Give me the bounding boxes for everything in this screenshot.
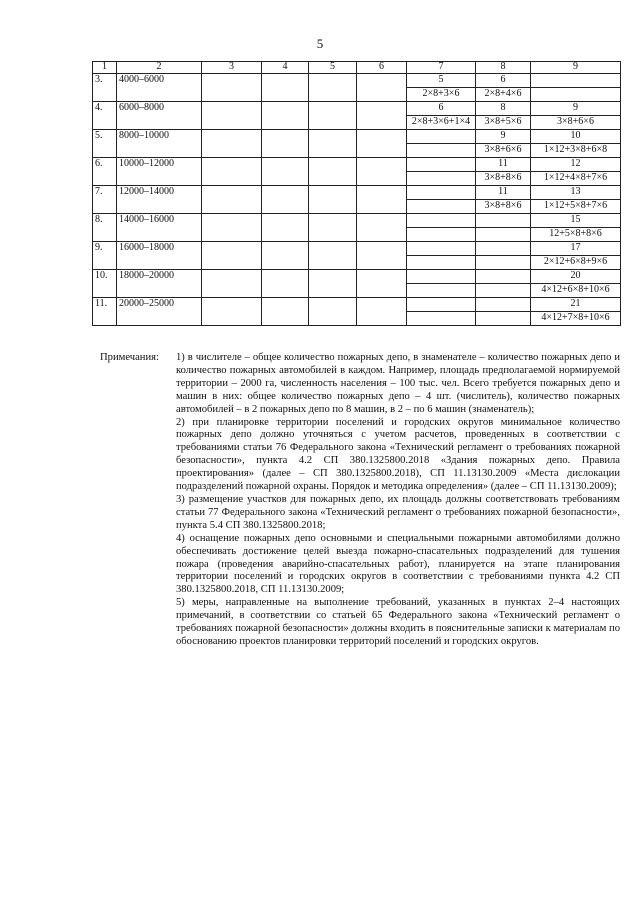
empty-cell xyxy=(357,102,407,130)
empty-cell xyxy=(309,214,357,242)
numerator-cell: 11 xyxy=(476,158,531,172)
numerator-cell xyxy=(531,74,621,88)
note-4: 4) оснащение пожарных депо основными и специальными пожарными автомобилями должно обеспечивать достижение целей выезда пожарно-спасательных подразделений для тушения пожара (проведения аварийно-спасательных работ), планируется на этапе планирования территории поселений и городских округов в соответствии с требованиями пункта 4.2 СП 380.1325800.2018, СП 11.13130.2009; xyxy=(176,532,620,596)
empty-cell xyxy=(202,74,262,102)
numerator-cell: 8 xyxy=(476,102,531,116)
numerator-cell xyxy=(407,158,476,172)
denominator-cell: 3×8+8×6 xyxy=(476,200,531,214)
header-cell: 7 xyxy=(407,62,476,74)
numerator-cell xyxy=(476,214,531,228)
denominator-cell: 2×8+3×6 xyxy=(407,88,476,102)
denominator-cell xyxy=(407,228,476,242)
table-row xyxy=(93,298,621,312)
empty-cell xyxy=(262,214,309,242)
table-cell: 20000–25000 xyxy=(117,298,202,326)
empty-cell xyxy=(357,242,407,270)
denominator-cell xyxy=(407,172,476,186)
empty-cell xyxy=(357,298,407,326)
table-cell: 6000–8000 xyxy=(117,102,202,130)
empty-cell xyxy=(309,74,357,102)
table-row xyxy=(93,242,621,256)
table-row xyxy=(93,186,621,200)
empty-cell xyxy=(309,102,357,130)
denominator-cell: 2×12+6×8+9×6 xyxy=(531,256,621,270)
table-cell: 14000–16000 xyxy=(117,214,202,242)
numerator-cell xyxy=(407,130,476,144)
denominator-cell: 3×8+5×6 xyxy=(476,116,531,130)
denominator-cell xyxy=(407,144,476,158)
empty-cell xyxy=(309,242,357,270)
denominator-cell xyxy=(476,256,531,270)
denominator-cell xyxy=(531,88,621,102)
empty-cell xyxy=(262,186,309,214)
denominator-cell: 3×8+6×6 xyxy=(476,144,531,158)
table-cell: 11. xyxy=(93,298,117,326)
numerator-cell: 20 xyxy=(531,270,621,284)
numerator-cell: 17 xyxy=(531,242,621,256)
empty-cell xyxy=(202,158,262,186)
note-3: 3) размещение участков для пожарных депо, их площадь должны соответствовать требованиям статьи 77 Федерального закона «Технический регламент о требованиях пожарной безопасности», пункта 5.4 СП 380.1325800.2018; xyxy=(176,493,620,531)
fire-depot-table xyxy=(92,61,621,326)
empty-cell xyxy=(357,74,407,102)
numerator-cell: 9 xyxy=(531,102,621,116)
table-row xyxy=(93,158,621,172)
empty-cell xyxy=(309,270,357,298)
header-cell: 6 xyxy=(357,62,407,74)
numerator-cell xyxy=(476,270,531,284)
empty-cell xyxy=(309,186,357,214)
empty-cell xyxy=(202,270,262,298)
denominator-cell: 2×8+3×6+1×4 xyxy=(407,116,476,130)
table-row xyxy=(93,102,621,116)
table-cell: 18000–20000 xyxy=(117,270,202,298)
table-cell: 4. xyxy=(93,102,117,130)
table-cell: 4000–6000 xyxy=(117,74,202,102)
table-cell: 6. xyxy=(93,158,117,186)
numerator-cell xyxy=(407,186,476,200)
empty-cell xyxy=(202,298,262,326)
table-cell: 8. xyxy=(93,214,117,242)
table-cell: 8000–10000 xyxy=(117,130,202,158)
table-row xyxy=(93,270,621,284)
header-cell: 5 xyxy=(309,62,357,74)
table-row xyxy=(93,74,621,88)
denominator-cell: 1×12+4×8+7×6 xyxy=(531,172,621,186)
table-row xyxy=(93,214,621,228)
empty-cell xyxy=(357,270,407,298)
numerator-cell xyxy=(407,242,476,256)
empty-cell xyxy=(262,74,309,102)
empty-cell xyxy=(202,130,262,158)
denominator-cell: 12+5×8+8×6 xyxy=(531,228,621,242)
empty-cell xyxy=(202,186,262,214)
empty-cell xyxy=(357,186,407,214)
empty-cell xyxy=(202,102,262,130)
denominator-cell xyxy=(476,284,531,298)
numerator-cell: 11 xyxy=(476,186,531,200)
denominator-cell: 1×12+3×8+6×8 xyxy=(531,144,621,158)
empty-cell xyxy=(262,130,309,158)
empty-cell xyxy=(202,214,262,242)
denominator-cell: 2×8+4×6 xyxy=(476,88,531,102)
header-cell: 8 xyxy=(476,62,531,74)
numerator-cell: 21 xyxy=(531,298,621,312)
table-cell: 16000–18000 xyxy=(117,242,202,270)
denominator-cell xyxy=(476,312,531,326)
empty-cell xyxy=(357,214,407,242)
notes-label: Примечания: xyxy=(100,352,159,363)
numerator-cell: 15 xyxy=(531,214,621,228)
table-row xyxy=(93,130,621,144)
table-cell: 10000–12000 xyxy=(117,158,202,186)
empty-cell xyxy=(262,270,309,298)
numerator-cell: 10 xyxy=(531,130,621,144)
table-cell: 5. xyxy=(93,130,117,158)
header-cell: 9 xyxy=(531,62,621,74)
header-cell: 3 xyxy=(202,62,262,74)
notes xyxy=(100,352,620,649)
denominator-cell: 4×12+6×8+10×6 xyxy=(531,284,621,298)
empty-cell xyxy=(309,158,357,186)
header-cell: 4 xyxy=(262,62,309,74)
empty-cell xyxy=(262,102,309,130)
note-1: 1) в числителе – общее количество пожарных депо, в знаменателе – количество пожарных депо и количество пожарных автомобилей в каждом. Например, площадь предполагаемой нормируемой территории – 2000 га, численность населения – 100 тыс. чел. Всего требуется пожарных депо и машин в них: общее количество пожарных депо – 4 шт. (числитель), количество пожарных автомобилей – в 2 пожарных депо по 8 машин, в 2 – по 6 машин (знаменатель); xyxy=(176,352,620,415)
header-cell: 2 xyxy=(117,62,202,74)
empty-cell xyxy=(357,158,407,186)
table-cell: 7. xyxy=(93,186,117,214)
denominator-cell: 3×8+8×6 xyxy=(476,172,531,186)
numerator-cell xyxy=(476,298,531,312)
empty-cell xyxy=(309,130,357,158)
numerator-cell xyxy=(476,242,531,256)
denominator-cell xyxy=(407,284,476,298)
empty-cell xyxy=(262,242,309,270)
numerator-cell: 13 xyxy=(531,186,621,200)
denominator-cell xyxy=(407,312,476,326)
denominator-cell xyxy=(407,200,476,214)
numerator-cell: 9 xyxy=(476,130,531,144)
denominator-cell: 1×12+5×8+7×6 xyxy=(531,200,621,214)
numerator-cell: 6 xyxy=(476,74,531,88)
table-cell: 3. xyxy=(93,74,117,102)
numerator-cell: 12 xyxy=(531,158,621,172)
note-2: 2) при планировке территории поселений и городских округов минимальное количество пожарных депо должно уточняться с учетом расчетов, проведенных в соответствии с требованиями статьи 76 Федерального закона «Технический регламент о требованиях пожарной безопасности», пункта 4.2 СП 380.1325800.2018 «Здания пожарных депо. Правила проектирования» (далее – СП 380.1325800.2018), СП 11.13130.2009 «Места дислокации подразделений пожарной охраны. Порядок и методика определения» (далее – СП 11.13130.2009); xyxy=(176,416,620,493)
empty-cell xyxy=(262,158,309,186)
table-cell: 10. xyxy=(93,270,117,298)
empty-cell xyxy=(202,242,262,270)
denominator-cell: 4×12+7×8+10×6 xyxy=(531,312,621,326)
empty-cell xyxy=(262,298,309,326)
denominator-cell: 3×8+6×6 xyxy=(531,116,621,130)
numerator-cell: 5 xyxy=(407,74,476,88)
header-cell: 1 xyxy=(93,62,117,74)
note-5: 5) меры, направленные на выполнение требований, указанных в пунктах 2–4 настоящих примечаний, в соответствии со статьей 65 Федерального закона «Технический регламент о требованиях пожарной безопасности» должны входить в пояснительные записки к материалам по обоснованию проектов планировки территорий поселений и городских округов. xyxy=(176,597,620,647)
numerator-cell xyxy=(407,214,476,228)
table-cell: 12000–14000 xyxy=(117,186,202,214)
empty-cell xyxy=(309,298,357,326)
empty-cell xyxy=(357,130,407,158)
numerator-cell: 6 xyxy=(407,102,476,116)
table-cell: 9. xyxy=(93,242,117,270)
numerator-cell xyxy=(407,270,476,284)
table-header-row xyxy=(93,62,621,74)
denominator-cell xyxy=(407,256,476,270)
numerator-cell xyxy=(407,298,476,312)
page-number: 5 xyxy=(316,36,324,51)
denominator-cell xyxy=(476,228,531,242)
